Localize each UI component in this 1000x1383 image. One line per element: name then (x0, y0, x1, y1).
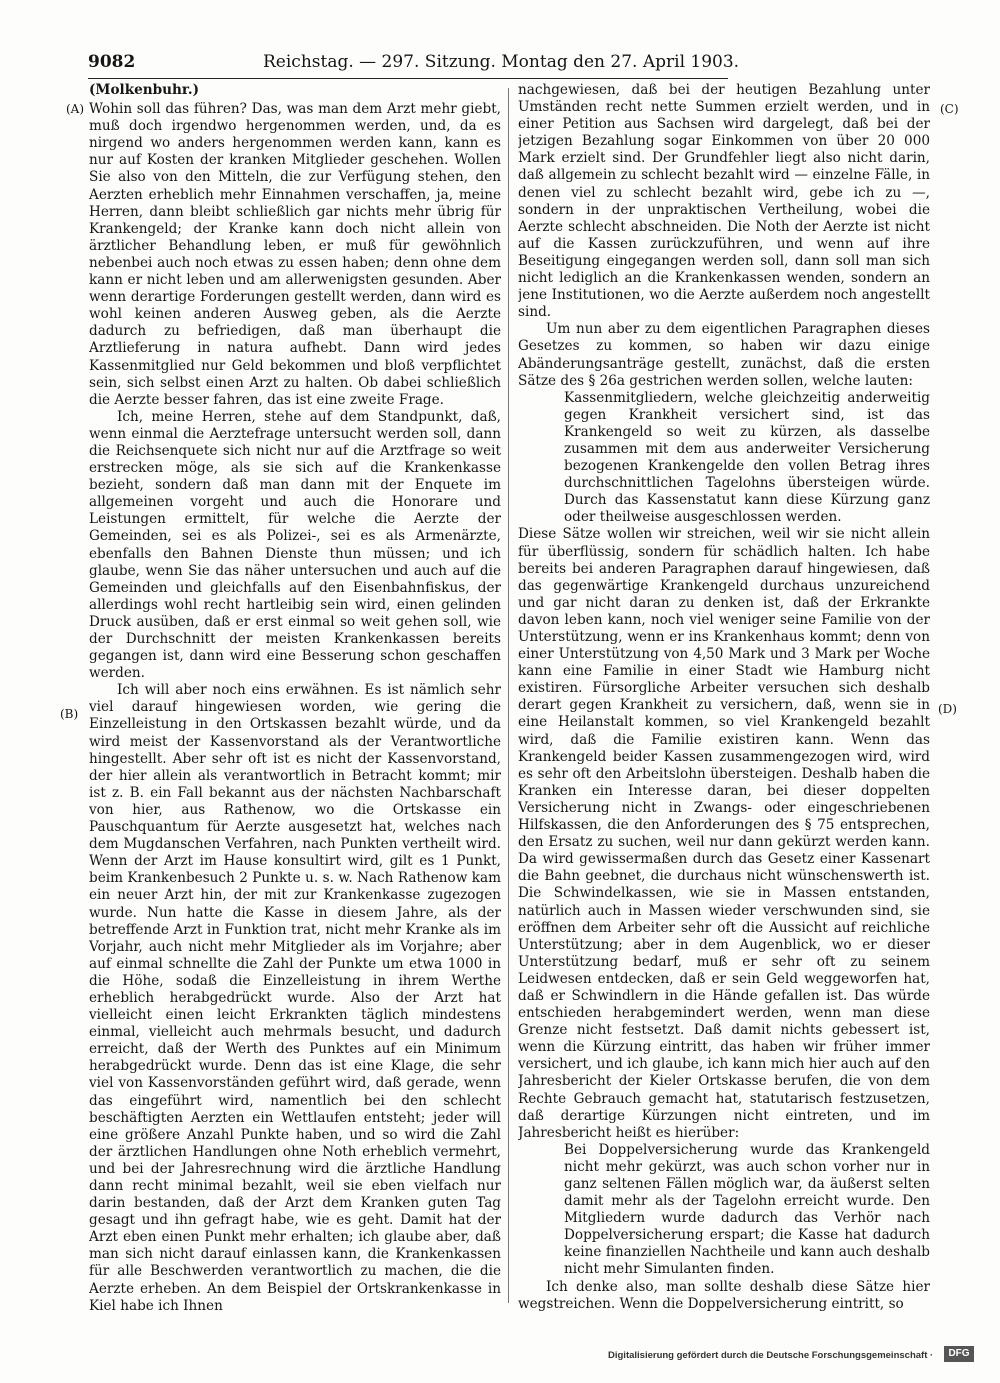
paragraph: Ich, meine Herren, stehe auf dem Standpunkt, daß, wenn einmal die Aerztefrage untersucht werden soll, dann die Reichsenquete sich nicht nur auf die Arztfrage so weit erstrecken möge, als sie sich auf die Krankenkasse bezieht, sondern daß man dann mit der Enquete im allgemeinen vorgeht und auch die Honorare und Leistungen ermittelt, für welche die Aerzte der Gemeinden, sei es als Polizei-, sei es als Armenärzte, ebenfalls den Bahnen Dienste thun müssen; und ich glaube, wenn Sie das näher untersuchen und auch auf die Gemeinden und gleichfalls auf den Eisenbahnfiskus, der allerdings wohl recht hartleibig sein wird, einen gelinden Druck ausüben, daß er erst einmal so weit gehen soll, wie der Durchschnitt der meisten Krankenkassen bereits gegangen ist, dann wird eine Besserung schon geschaffen werden. (89, 408, 501, 682)
speaker-name: (Molkenbuhr.) (89, 82, 200, 98)
paragraph: Ich denke also, man sollte deshalb diese Sätze hier wegstreichen. Wenn die Doppelversicherung eintritt, so (518, 1278, 930, 1312)
block-quote: Bei Doppelversicherung wurde das Krankengeld nicht mehr gekürzt, was auch schon vorher nur in ganz seltenen Fällen möglich war, da äußerst selten damit mehr als der Tagelohn erreicht wurde. Den Mitgliedern wurde dadurch das Verhör nach Doppelversicherung erspart; die Kasse hat dadurch keine finanziellen Nachtheile und kann auch deshalb nicht mehr Simulanten finden. (564, 1141, 930, 1278)
right-column (518, 82, 930, 1320)
paragraph: Diese Sätze wollen wir streichen, weil wir sie nicht allein für überflüssig, sondern für schädlich halten. Ich habe bereits bei anderen Paragraphen darauf hingewiesen, daß das gegenwärtige Krankengeld durchaus unzureichend und gar nicht daran zu denken ist, daß der Erkrankte davon leben kann, noch viel weniger seine Familie von der Unterstützung, wenn er ins Krankenhaus kommt; denn von einer Unterstützung von 4,50 Mark und 3 Mark per Woche kann eine Familie in einer Stadt wie Hamburg nicht existiren. Fürsorgliche Arbeiter versuchen sich deshalb derart gegen Krankheit zu versichern, daß, wenn sie in eine Heilanstalt kommen, so viel Krankengeld bezahlt wird, daß die Familie existiren kann. Wenn das Krankengeld beider Kassen zusammengezogen wird, wird es sehr oft den Arbeitslohn übersteigen. Deshalb haben die Kranken ein Interesse daran, bei dieser doppelten Versicherung nicht in Zwangs- oder eingeschriebenen Hilfskassen, die den Anforderungen des § 75 entsprechen, den Ersatz zu suchen, weil nur dann gekürzt werden kann. Da wird gewissermaßen durch das Gesetz einer Kassenart die Bahn geebnet, die durchaus nicht wünschenswerth ist. Die Schwindelkassen, wie sie in Massen entstanden, natürlich auch in Massen wieder verschwunden sind, sie eröffnen dem Arbeiter sehr oft die Aussicht auf reichliche Unterstützung; aber in dem Augenblick, wo er dieser Unterstützung bedarf, muß er sehr oft zu seinem Leidwesen entdecken, daß er sein Geld weggeworfen hat, daß er Schwindlern in die Hände gefallen ist. Das würde entschieden herabgemindert werden, wenn man diese Grenze nicht festsetzt. Daß damit nichts gebessert ist, wenn die Kürzung eintritt, das haben wir früher immer versichert, und ich glaube, ich kann mich hier auch auf den Jahresbericht der Kieler Ortskasse berufen, die von dem Rechte Gebrauch gemacht hat, statutarisch festzusetzen, daß derartige Kürzungen nicht eintreten, und im Jahresbericht heißt es hierüber: (518, 526, 930, 1141)
paragraph: Um nun aber zu dem eigentlichen Paragraphen dieses Gesetzes zu kommen, so haben wir dazu einige Abänderungsanträge gestellt, zunächst, daß die ersten Sätze des § 26a gestrichen werden sollen, welche lauten: (518, 321, 930, 389)
left-column (89, 82, 501, 1320)
paragraph: Ich will aber noch eins erwähnen. Es ist nämlich sehr viel darauf hingewiesen worden, wie gering die Einzelleistung in den Ortskassen bezahlt würde, und da wird meist der Kassenvorstand als der Verantwortliche hingestellt. Aber sehr oft ist es nicht der Kassenvorstand, der hier allein als verantwortlich in Betracht kommt; mir ist z. B. ein Fall bekannt aus der nächsten Nachbarschaft von hier, aus Rathenow, wo die Ortskasse ein Pauschquantum für Aerzte ausgesetzt hat, welches nach dem Mugdanschen Verfahren, nach Punkten vertheilt wird. Wenn der Arzt im Hause konsultirt wird, gilt es 1 Punkt, beim Krankenbesuch 2 Punkte u. s. w. Nach Rathenow kam ein neuer Arzt hin, der mit zur Krankenkasse zugezogen wurde. Nun hatte die Kasse in diesem Jahre, als der betreffende Arzt in Funktion trat, nicht mehr Kranke als im Vorjahr, auch nicht mehr Mitglieder als im Vorjahre; aber auf einmal schnellte die Zahl der Punkte um etwa 1000 in die Höhe, sodaß die Einzelleistung in ihrem Werthe erheblich herabgedrückt wurde. Also der Arzt hat vielleicht einen leicht Erkrankten täglich mindestens einmal, vielleicht auch mehrmals besucht, und dadurch erreicht, daß der Werth des Punktes auf ein Minimum herabgedrückt wurde. Denn das ist eine Klage, die sehr viel von Kassenvorständen geführt wird, daß gerade, wenn das eingeführt wird, namentlich bei den schlecht beschäftigten Aerzten ein Wettlaufen entsteht; jeder will eine größere Anzahl Punkte haben, und so wird die Zahl der ärztlichen Handlungen ohne Noth erheblich vermehrt, und bei der Jahresrechnung wird die ärztliche Handlung dann recht minimal bezahlt, weil sie eben vielfach nur darin bestanden, daß der Arzt dem Kranken guten Tag gesagt und ihn gefragt habe, wie es geht. Damit hat der Arzt eben einen Punkt mehr erhalten; ich glaube aber, daß man sich nicht darauf einlassen kann, die Krankenkassen für alle Beschwerden verantwortlich zu machen, die die Aerzte erheben. An dem Beispiel der Ortskrankenkasse in Kiel habe ich Ihnen (89, 682, 501, 1314)
margin-marker-c: (C) (940, 102, 959, 116)
page-number: 9082 (88, 52, 136, 72)
margin-marker-b: (B) (60, 707, 79, 721)
paragraph: Wohin soll das führen? Das, was man dem Arzt mehr giebt, muß doch irgendwo hergenommen werden, und, da es nirgend wo anders hergenommen werden kann, kann es nur auf Kosten der kranken Mitglieder geschehen. Wollen Sie also von den Mitteln, die zur Verfügung stehen, den Aerzten erheblich mehr Einnahmen verschaffen, ja, meine Herren, dann bleibt schließlich gar nichts mehr übrig für Krankengeld; der Kranke kann doch nicht allein von ärztlicher Behandlung leben, er muß für gewöhnlich nebenbei auch noch etwas zu essen haben; denn ohne dem kann er nicht leben und am allerwenigsten gesunden. Aber wenn derartige Forderungen gestellt werden, dann wird es wohl keinen anderen Ausweg geben, als die Aerzte dadurch zu befriedigen, daß man überhaupt die Arztlieferung in natura aufhebt. Dann wird jedes Kassenmitglied nur Geld bekommen und bloß verpflichtet sein, sich selbst einen Arzt zu halten. Ob dabei schließlich die Aerzte besser fahren, das ist eine zweite Frage. (89, 101, 501, 408)
margin-marker-d: (D) (938, 702, 957, 716)
column-divider (508, 88, 509, 1303)
page-header (88, 52, 740, 76)
paragraph: nachgewiesen, daß bei der heutigen Bezahlung unter Umständen recht nette Summen erzielt werden, und in einer Petition aus Sachsen wird dargelegt, daß bei der jetzigen Bezahlung sogar Einkommen von über 20 000 Mark erzielt sind. Der Grundfehler liegt also nicht darin, daß allgemein zu schlecht bezahlt wird — einzelne Fälle, in denen viel zu schlecht bezahlt wird, gebe ich zu —, sondern in der unpraktischen Vertheilung, wobei die Aerzte schlecht abschneiden. Die Noth der Aerzte ist nicht auf die Kassen zurückzuführen, und wenn auf ihre Beseitigung eingegangen werden soll, dann soll man sich nicht lediglich an die Krankenkassen wenden, sondern an jene Institutionen, wo die Aerzte außerdem noch angestellt sind. (518, 82, 930, 321)
running-title: Reichstag. — 297. Sitzung. Montag den 27. April 1903. (263, 52, 740, 72)
funding-note: Digitalisierung gefördert durch die Deutsche Forschungsgemeinschaft · (608, 1350, 934, 1361)
block-quote: Kassenmitgliedern, welche gleichzeitig anderweitig gegen Krankheit versichert sind, ist das Krankengeld so weit zu kürzen, als dasselbe zusammen mit dem aus anderweiter Versicherung bezogenen Krankengelde den vollen Betrag ihres durchschnittlichen Tagelohns übersteigen würde. Durch das Kassenstatut kann diese Kürzung ganz oder theilweise ausgeschlossen werden. (564, 389, 930, 526)
margin-marker-a: (A) (66, 102, 85, 116)
header-rule (88, 78, 728, 79)
dfg-logo: DFG (944, 1346, 974, 1362)
